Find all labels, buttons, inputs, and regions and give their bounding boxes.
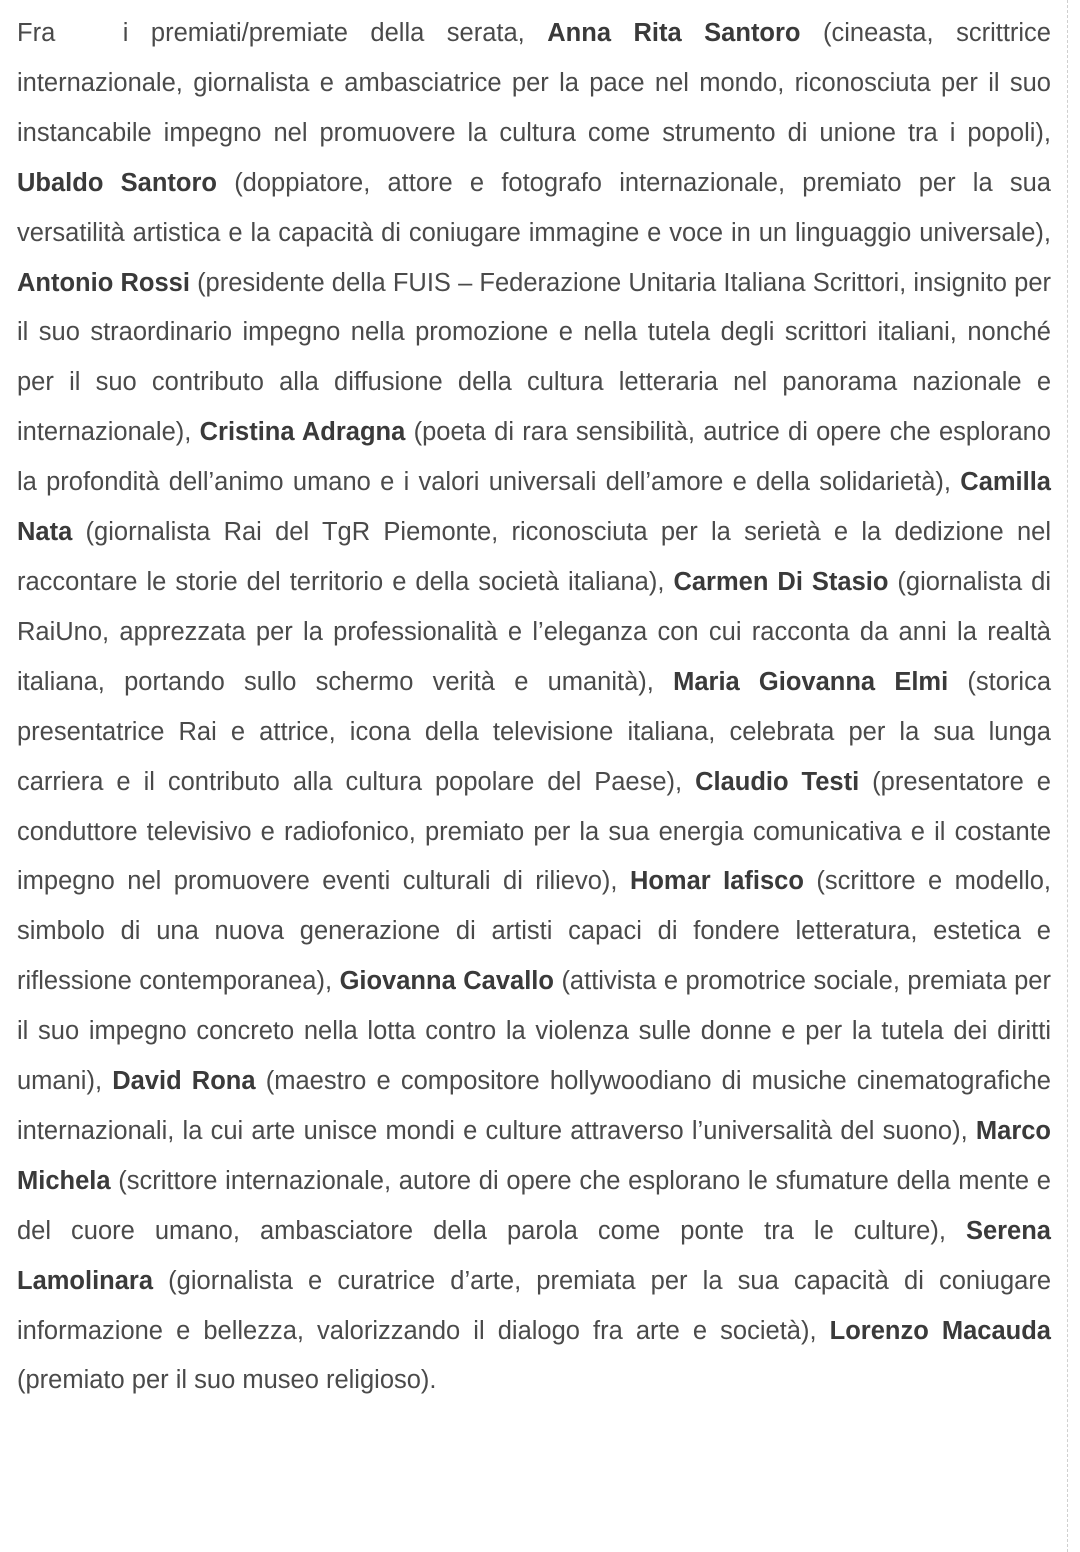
awardee-name: Anna Rita Santoro xyxy=(547,19,801,47)
paragraph-text: (poeta di rara sensibilità, autrice di opere che esplorano la profondità dell’animo umano e i valori universali dell’amore e della solidarietà), xyxy=(17,418,1051,497)
paragraph-text: (scrittore internazionale, autore di opere che esplorano le sfumature della mente e del cuore umano, ambasciatore della parola come ponte tra le culture), xyxy=(17,1166,1051,1245)
paragraph-text: (presentatore e conduttore televisivo e radiofonico, premiato per la sua energia comunicativa e il costante impegno nel promuovere eventi culturali di rilievo), xyxy=(17,767,1051,896)
awardee-name: Giovanna Cavallo xyxy=(339,967,554,996)
paragraph-text: (cineasta, scrittrice internazionale, giornalista e ambasciatrice per la pace nel mondo, riconosciuta per il suo instancabile impegno nel promuovere la cultura come strumento di unione tra i popoli), xyxy=(17,19,1051,147)
paragraph-text: (giornalista di RaiUno, apprezzata per la professionalità e l’eleganza con cui racconta da anni la realtà italiana, portando sullo schermo verità e umanità), xyxy=(17,567,1052,696)
awardee-name: Ubaldo Santoro xyxy=(17,168,217,197)
awardee-name: Lorenzo Macauda xyxy=(829,1316,1051,1345)
paragraph-text: (doppiatore, attore e fotografo internazionale, premiato per la sua versatilità artistica e la capacità di coniugare immagine e voce in un linguaggio universale), xyxy=(17,168,1051,247)
awardee-name: Homar Iafisco xyxy=(629,867,804,896)
page-edge-divider xyxy=(1067,0,1068,1552)
awardee-name: Serena Lamolinara xyxy=(17,1216,1051,1295)
paragraph-text: (premiato per il suo museo religioso). xyxy=(17,1366,437,1395)
paragraph-text: (storica presentatrice Rai e attrice, icona della televisione italiana, celebrata per la sua lunga carriera e il contributo alla cultura popolare del Paese), xyxy=(17,667,1051,796)
awardee-name: Camilla Nata xyxy=(17,468,1051,547)
paragraph-text: (attivista e promotrice sociale, premiata per il suo impegno concreto nella lotta contro la violenza sulle donne e per la tutela dei diritti umani), xyxy=(17,967,1051,1096)
awardee-name: Marco Michela xyxy=(17,1116,1051,1195)
awardee-name: Maria Giovanna Elmi xyxy=(673,667,949,696)
paragraph-text: Fra i premiati/premiate della serata, xyxy=(17,19,548,47)
paragraph-text: (giornalista Rai del TgR Piemonte, riconosciuta per la serietà e la dedizione nel raccontare le storie del territorio e della società italiana), xyxy=(17,518,1051,596)
awardee-name: Cristina Adragna xyxy=(199,418,406,447)
awardee-name: Claudio Testi xyxy=(695,767,860,796)
paragraph-text: (presidente della FUIS – Federazione Unitaria Italiana Scrittori, insignito per il suo straordinario impegno nella promozione e nella tutela degli scrittori italiani, nonché per il suo contributo alla diffusione della cultura letteraria nel panorama nazionale e internazionale), xyxy=(17,268,1051,447)
awardee-name: Antonio Rossi xyxy=(17,268,190,297)
paragraph-text: (giornalista e curatrice d’arte, premiata per la sua capacità di coniugare informazione e bellezza, valorizzando il dialogo fra arte e società), xyxy=(17,1266,1051,1345)
awardee-name: Carmen Di Stasio xyxy=(673,567,889,596)
article-paragraph xyxy=(17,9,1051,1406)
paragraph-text: (maestro e compositore hollywoodiano di musiche cinematografiche internazionali, la cui arte unisce mondi e culture attraverso l’universalità del suono), xyxy=(17,1067,1051,1145)
awardee-name: David Rona xyxy=(112,1067,256,1096)
paragraph-text: (scrittore e modello, simbolo di una nuova generazione di artisti capaci di fondere letteratura, estetica e riflessione contemporanea), xyxy=(17,867,1051,996)
